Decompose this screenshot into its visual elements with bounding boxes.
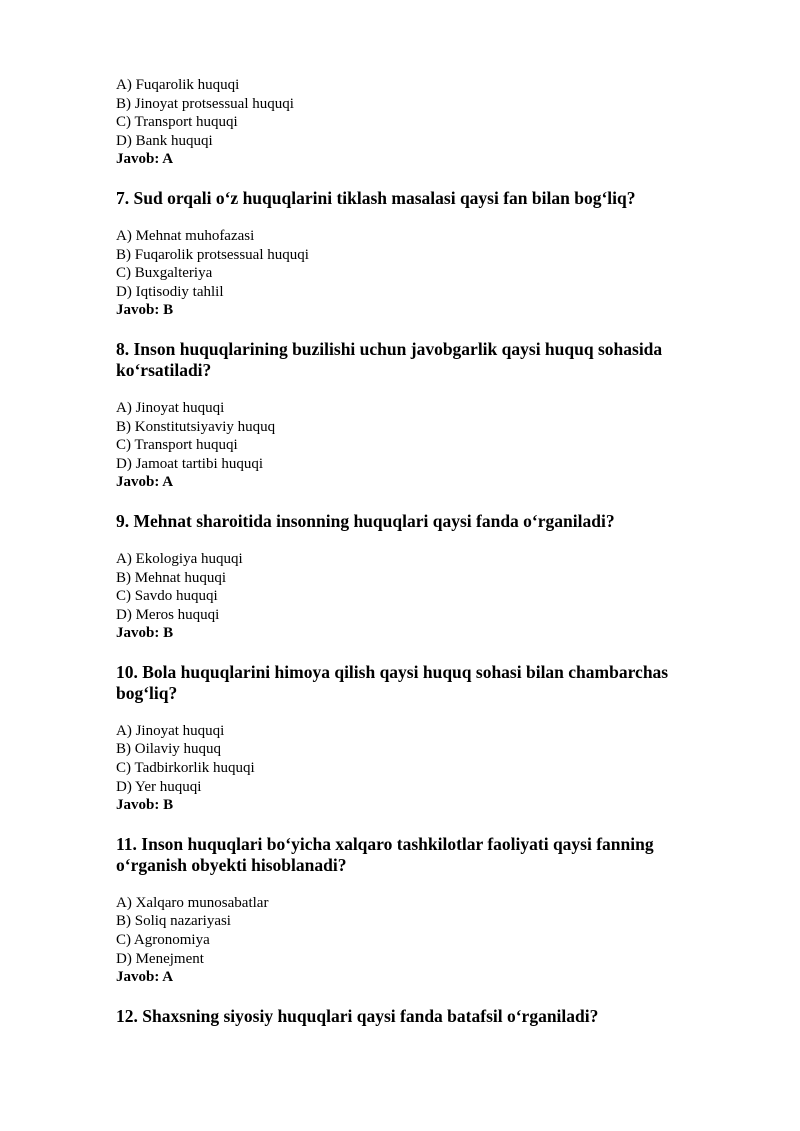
option-d: D) Yer huquqi <box>116 778 202 795</box>
question-text: 8. Inson huquqlarining buzilishi uchun javobgarlik qaysi huquq sohasida ko‘rsatiladi? <box>116 338 663 380</box>
question-11 <box>116 834 716 987</box>
option-a: A) Jinoyat huquqi <box>116 722 225 739</box>
question-text: 9. Mehnat sharoitida insonning huquqlari qaysi fanda o‘rganiladi? <box>116 510 615 531</box>
option-b: B) Oilaviy huquq <box>116 741 221 758</box>
option-c: C) Savdo huquqi <box>116 588 218 605</box>
option-c: C) Transport huquqi <box>116 437 238 454</box>
option-c: C) Buxgalteriya <box>116 265 213 282</box>
question-10 <box>116 662 716 815</box>
question-7 <box>116 188 716 320</box>
option-b: B) Jinoyat protsessual huquqi <box>116 95 294 112</box>
option-d: D) Meros huquqi <box>116 606 220 623</box>
option-a: A) Mehnat muhofazasi <box>116 227 255 244</box>
answer-key: Javob: B <box>116 302 174 319</box>
option-a: A) Xalqaro munosabatlar <box>116 894 269 911</box>
option-c: C) Tadbirkorlik huquqi <box>116 760 255 777</box>
question-text: 10. Bola huquqlarini himoya qilish qaysi huquq sohasi bilan chambarchas bog‘liq? <box>116 661 669 703</box>
answer-options <box>116 550 716 624</box>
question-text: 11. Inson huquqlari bo‘yicha xalqaro tashkilotlar faoliyati qaysi fanning o‘rganish obyekti hisoblanadi? <box>116 833 654 875</box>
option-b: B) Soliq nazariyasi <box>116 913 231 930</box>
document-page <box>116 76 716 1045</box>
option-c: C) Transport huquqi <box>116 114 238 131</box>
answer-key: Javob: A <box>116 969 174 986</box>
question-9 <box>116 511 716 643</box>
answer-key: Javob: A <box>116 474 174 491</box>
option-a: A) Fuqarolik huquqi <box>116 77 240 93</box>
answer-key: Javob: A <box>116 151 174 168</box>
option-c: C) Agronomiya <box>116 932 210 949</box>
option-a: A) Ekologiya huquqi <box>116 550 243 567</box>
option-a: A) Jinoyat huquqi <box>116 399 225 416</box>
answer-options <box>116 894 716 968</box>
option-d: D) Iqtisodiy tahlil <box>116 283 224 300</box>
question-12 <box>116 1006 716 1027</box>
answer-options <box>116 76 716 150</box>
option-d: D) Bank huquqi <box>116 132 213 149</box>
answer-key: Javob: B <box>116 797 174 814</box>
question-text: 12. Shaxsning siyosiy huquqlari qaysi fanda batafsil o‘rganiladi? <box>116 1005 599 1026</box>
answer-key: Javob: B <box>116 625 174 642</box>
option-b: B) Mehnat huquqi <box>116 569 226 586</box>
option-b: B) Fuqarolik protsessual huquqi <box>116 246 309 263</box>
answer-options <box>116 399 716 473</box>
option-b: B) Konstitutsiyaviy huquq <box>116 418 276 435</box>
question-8 <box>116 339 716 492</box>
option-d: D) Menejment <box>116 950 204 967</box>
answer-options <box>116 722 716 796</box>
question-6-tail <box>116 76 716 169</box>
option-d: D) Jamoat tartibi huquqi <box>116 455 264 472</box>
answer-options <box>116 227 716 301</box>
question-text: 7. Sud orqali o‘z huquqlarini tiklash masalasi qaysi fan bilan bog‘liq? <box>116 187 636 208</box>
